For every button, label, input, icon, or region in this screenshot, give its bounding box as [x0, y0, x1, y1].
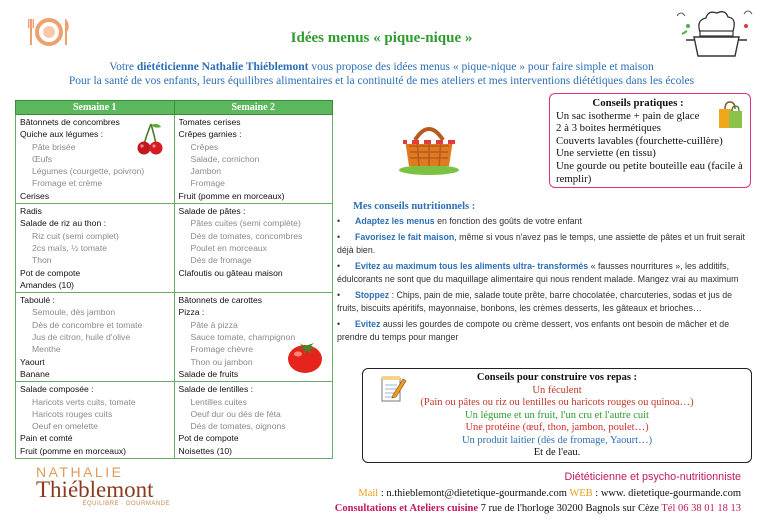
intro-line-2: Pour la santé de vos enfants, leurs équilibres alimentaires et la continuité de mes ateliers et mes interventions diététiques dans les écoles — [68, 75, 695, 87]
menu-dish: Tomates cerises — [178, 117, 241, 127]
contact-footer — [335, 470, 741, 517]
menu-ingredient: Fromage chèvre — [190, 344, 254, 355]
consult-label: Consultations et Ateliers cuisine — [334, 503, 478, 514]
menu-row — [16, 115, 333, 204]
menu-dish: Pain et comté — [20, 433, 73, 444]
menu-dish: Banane — [20, 368, 50, 379]
advice-text: aussi les gourdes de compote ou crème dessert, vos enfants ont besoin de mâcher et de prendre du temps pour manger — [337, 319, 730, 342]
menu-ingredient: Pâtes cuites (semi complète) — [190, 218, 301, 229]
meal-building-box — [362, 368, 752, 463]
menu-ingredient: Jambon — [190, 166, 222, 177]
menu-ingredient: Dés de fromage — [190, 255, 252, 266]
menu-cell-week-1 — [16, 204, 175, 293]
advice-keyword: Evitez au maximum tous les aliments ultra- transformés — [355, 261, 589, 271]
menu-dish: Fruit (pomme en morceaux) — [178, 190, 285, 201]
menu-dish: Yaourt — [20, 356, 45, 367]
practical-item: Une serviette (en tissu) — [556, 147, 656, 160]
menu-dish: Pot de compote — [178, 433, 239, 444]
column-header-week-2: Semaine 2 — [174, 101, 333, 115]
meal-line: Un féculent — [532, 384, 582, 396]
practical-item: Une gourde ou petite bouteille eau (facile à remplir) — [556, 159, 743, 185]
menu-ingredient: Pâte brisée — [32, 141, 76, 152]
nutrition-advice-title: Mes conseils nutritionnels : — [353, 201, 476, 212]
phone-number[interactable]: Tél 06 38 01 18 13 — [661, 503, 741, 514]
intro-text — [0, 60, 763, 88]
web-address[interactable]: : www. dietetique-gourmande.com — [592, 487, 741, 499]
menu-dish: Bâtonnets de concombres — [20, 117, 120, 127]
meal-line: Un légume et un fruit, l'un cru et l'autre cuit — [465, 409, 649, 421]
nutrition-advice-item — [337, 231, 747, 257]
web-label: WEB — [569, 487, 593, 499]
footer-address-line — [335, 501, 741, 517]
nutrition-advice-item — [337, 318, 747, 344]
advice-keyword: Stoppez — [355, 290, 390, 300]
menu-table — [15, 100, 333, 459]
menu-dish: Bâtonnets de carottes — [178, 295, 263, 306]
menu-ingredient: Dès de concombre et tomate — [32, 319, 143, 330]
menu-ingredient: Haricots rouges cuits — [32, 408, 113, 419]
nutrition-advice-item — [337, 260, 747, 286]
mail-label: Mail — [358, 487, 379, 499]
menu-ingredient: Jus de citron, huile d'olive — [32, 332, 131, 343]
nutrition-advice-item — [337, 289, 747, 315]
menu-cell-week-1 — [16, 382, 175, 459]
meal-line: Et de l'eau. — [533, 447, 581, 458]
advice-text: « fausses nourritures », les additifs, édulcorants ne sont que du maquillage alimentaire qui nous rendent malade. Mangez vrai au maximum — [337, 261, 739, 284]
bullet: • — [337, 216, 341, 226]
advice-keyword: Adaptez les menus — [355, 216, 435, 226]
notepad-pencil-icon — [379, 373, 407, 403]
bullet: • — [337, 232, 341, 242]
menu-ingredient: Lentilles cuites — [190, 396, 247, 407]
meal-line: Un produit laitier (dès de fromage, Yaourt…) — [461, 434, 653, 446]
menu-row — [16, 293, 333, 382]
advice-text: : Chips, pain de mie, salade toute prête, barre chocolatée, charcuteries, sodas et jus de fruits, biscuits apéritifs, mayonnaise, bonbons, les crèmes desserts, les gâteaux et brioches… — [337, 290, 733, 313]
brand-last-name: Thiéblemont — [36, 477, 154, 502]
menu-dish: Crêpes garnies : — [178, 129, 242, 140]
menu-ingredient: Salade, cornichon — [190, 153, 260, 164]
mail-address[interactable]: : n.thieblemont@dietetique-gourmande.com — [378, 487, 570, 499]
menu-ingredient: Pâte à pizza — [190, 319, 238, 330]
menu-ingredient: Fromage et crème — [32, 178, 103, 189]
menu-ingredient: Thon — [32, 255, 52, 266]
menu-ingredient: Légumes (courgette, poivron) — [32, 166, 145, 177]
menu-ingredient: Fromage — [190, 178, 225, 189]
menu-dish: Taboulé : — [20, 295, 55, 306]
menu-ingredient: Sauce tomate, champignon — [190, 332, 296, 343]
menu-dish: Salade de fruits — [178, 368, 239, 379]
menu-cell-week-2 — [174, 382, 333, 459]
address: 7 rue de l'horloge 30200 Bagnols sur Cèze — [478, 503, 662, 514]
nutrition-advice-item — [337, 215, 747, 228]
footer-contact-line — [335, 486, 741, 502]
menu-ingredient: Crêpes — [190, 141, 219, 152]
meal-line: Une protéine (œuf, thon, jambon, poulet…) — [465, 422, 649, 433]
bullet: • — [337, 261, 341, 271]
advice-text: , même si vous n'avez pas le temps, une assiette de pâtes et un fruit serait déjà bien. — [337, 232, 745, 255]
practical-advice-box — [549, 93, 751, 188]
advice-keyword: Favorisez le fait maison — [355, 232, 455, 242]
advice-keyword: Evitez — [355, 319, 381, 329]
menu-ingredient: Oeuf dur ou dés de féta — [190, 408, 281, 419]
menu-dish: Salade de riz au thon : — [20, 218, 106, 229]
menu-ingredient: Dés de tomates, concombres — [190, 230, 303, 241]
intro-name: diététicienne Nathalie Thiéblemont — [136, 61, 309, 73]
practical-item: 2 à 3 boites hermétiques — [556, 122, 661, 135]
menu-ingredient: Thon ou jambon — [190, 356, 253, 367]
picnic-basket-icon — [397, 118, 461, 176]
page-title: Idées menus « pique-nique » — [290, 30, 473, 46]
nutrition-advice — [337, 201, 747, 347]
meal-building-title: Conseils pour construire vos repas : — [476, 372, 638, 383]
menu-ingredient: Oeuf en omelette — [32, 421, 98, 432]
column-header-week-1: Semaine 1 — [16, 101, 175, 115]
menu-dish: Clafoutis ou gâteau maison — [178, 267, 283, 278]
menu-dish: Quiche aux légumes : — [20, 129, 104, 140]
tomato-icon — [286, 340, 324, 374]
menu-dish: Fruit (pomme en morceaux) — [20, 445, 127, 456]
cherries-icon — [136, 122, 164, 156]
bullet: • — [337, 290, 341, 300]
menu-dish: Radis — [20, 206, 42, 217]
meal-line: (Pain ou pâtes ou riz ou lentilles ou haricots rouges ou quinoa…) — [420, 397, 694, 408]
bullet: • — [337, 319, 341, 329]
practical-advice-title: Conseils pratiques : — [592, 97, 684, 109]
advice-text: en fonction des goûts de votre enfant — [434, 216, 582, 226]
menu-ingredient: Semoule, dès jambon — [32, 307, 116, 318]
menu-ingredient: Haricots verts cuits, tomate — [32, 396, 136, 407]
brand-first-name: NATHALIE — [36, 464, 124, 480]
practical-item: Couverts lavables (fourchette-cuillère) — [556, 134, 723, 147]
footer-role: Diététicienne et psycho-nutritionniste — [564, 471, 741, 483]
brand-tagline: ÉQUILIBRE · GOURMANDE — [82, 501, 170, 507]
intro-line-1 — [0, 60, 763, 74]
menu-ingredient: 2cs maïs, ½ tomate — [32, 242, 107, 253]
menu-dish: Salade de pâtes : — [178, 206, 246, 217]
brand-logo — [36, 464, 176, 507]
menu-ingredient: Dés de tomates, oignons — [190, 421, 286, 432]
menu-ingredient: Poulet en morceaux — [190, 242, 267, 253]
menu-cell-week-2 — [174, 115, 333, 204]
menu-dish: Pizza : — [178, 307, 205, 318]
practical-item: Un sac isotherme + pain de glace — [556, 109, 700, 122]
menu-dish: Salade composée : — [20, 384, 94, 395]
menu-ingredient: Menthe — [32, 344, 61, 355]
menu-ingredient: Œufs — [32, 153, 53, 164]
intro-rest: vous propose des idées menus « pique-nique » pour faire simple et maison — [311, 61, 654, 73]
menu-dish: Salade de lentilles : — [178, 384, 254, 395]
menu-dish: Pot de compote — [20, 267, 81, 278]
menu-dish: Amandes (10) — [20, 279, 74, 290]
menu-row — [16, 204, 333, 293]
menu-dish: Noisettes (10) — [178, 445, 232, 456]
shopping-bag-icon — [716, 100, 744, 130]
menu-row — [16, 382, 333, 459]
menu-cell-week-2 — [174, 204, 333, 293]
menu-cell-week-1 — [16, 293, 175, 382]
intro-prefix: Votre — [109, 61, 134, 73]
menu-ingredient: Riz cuit (semi complet) — [32, 230, 119, 241]
menu-dish: Cerises — [20, 190, 50, 201]
